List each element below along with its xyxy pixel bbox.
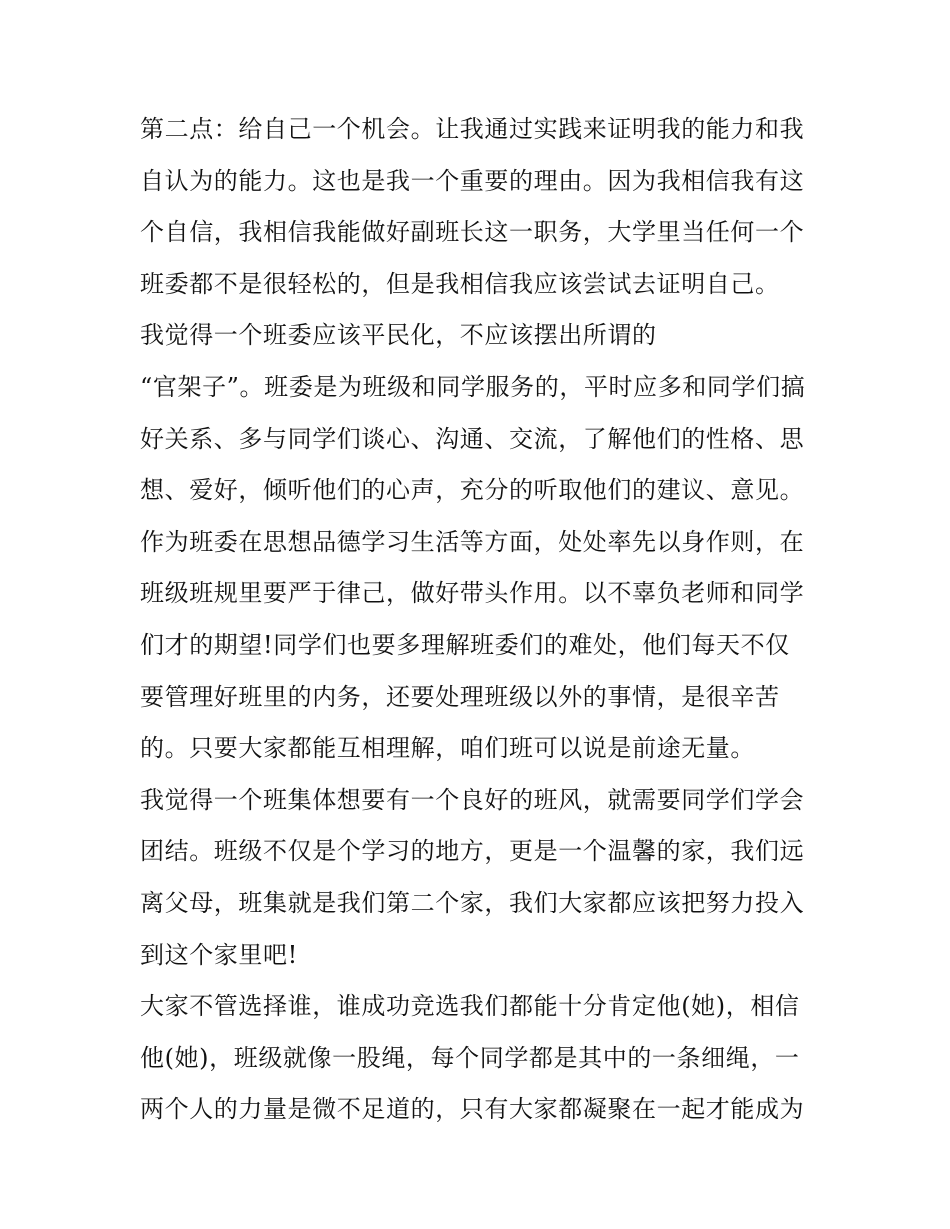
text-line: 想、爱好，倾听他们的心声，充分的听取他们的建议、意见。 bbox=[140, 476, 805, 505]
text-line: 第二点：给自己一个机会。让我通过实践来证明我的能力和我 bbox=[140, 115, 805, 143]
text-line: 到这个家里吧! bbox=[140, 940, 298, 969]
text-line: 我觉得一个班集体想要有一个良好的班风，就需要同学们学会 bbox=[140, 785, 805, 814]
text-line: 要管理好班里的内务，还要处理班级以外的事情，是很辛苦 bbox=[140, 682, 780, 711]
text-line: 两个人的力量是微不足道的，只有大家都凝聚在一起才能成为 bbox=[140, 1095, 805, 1124]
text-line: 团结。班级不仅是个学习的地方，更是一个温馨的家，我们远 bbox=[140, 837, 805, 866]
text-line: 个自信，我相信我能做好副班长这一职务，大学里当任何一个 bbox=[140, 218, 805, 247]
text-line: 离父母，班集就是我们第二个家，我们大家都应该把努力投入 bbox=[140, 888, 805, 917]
text-line: 好关系、多与同学们谈心、沟通、交流，了解他们的性格、思 bbox=[140, 424, 805, 453]
text-line: 班级班规里要严于律己，做好带头作用。以不辜负老师和同学 bbox=[140, 579, 805, 608]
text-line: 大家不管选择谁，谁成功竞选我们都能十分肯定他(她)，相信 bbox=[140, 992, 800, 1021]
text-line: 作为班委在思想品德学习生活等方面，处处率先以身作则，在 bbox=[140, 527, 805, 556]
text-line: 的。只要大家都能互相理解，咱们班可以说是前途无量。 bbox=[140, 734, 755, 763]
text-line: 他(她)，班级就像一股绳，每个同学都是其中的一条细绳，一 bbox=[140, 1043, 800, 1072]
text-line: 班委都不是很轻松的，但是我相信我应该尝试去证明自己。 bbox=[140, 269, 780, 298]
text-line: “官架子”。班委是为班级和同学服务的，平时应多和同学们搞 bbox=[140, 372, 806, 401]
text-line: 自认为的能力。这也是我一个重要的理由。因为我相信我有这 bbox=[140, 166, 805, 195]
text-line: 们才的期望!同学们也要多理解班委们的难处，他们每天不仅 bbox=[140, 630, 790, 659]
text-line: 我觉得一个班委应该平民化，不应该摆出所谓的 bbox=[140, 321, 657, 350]
body-text bbox=[140, 104, 820, 1136]
